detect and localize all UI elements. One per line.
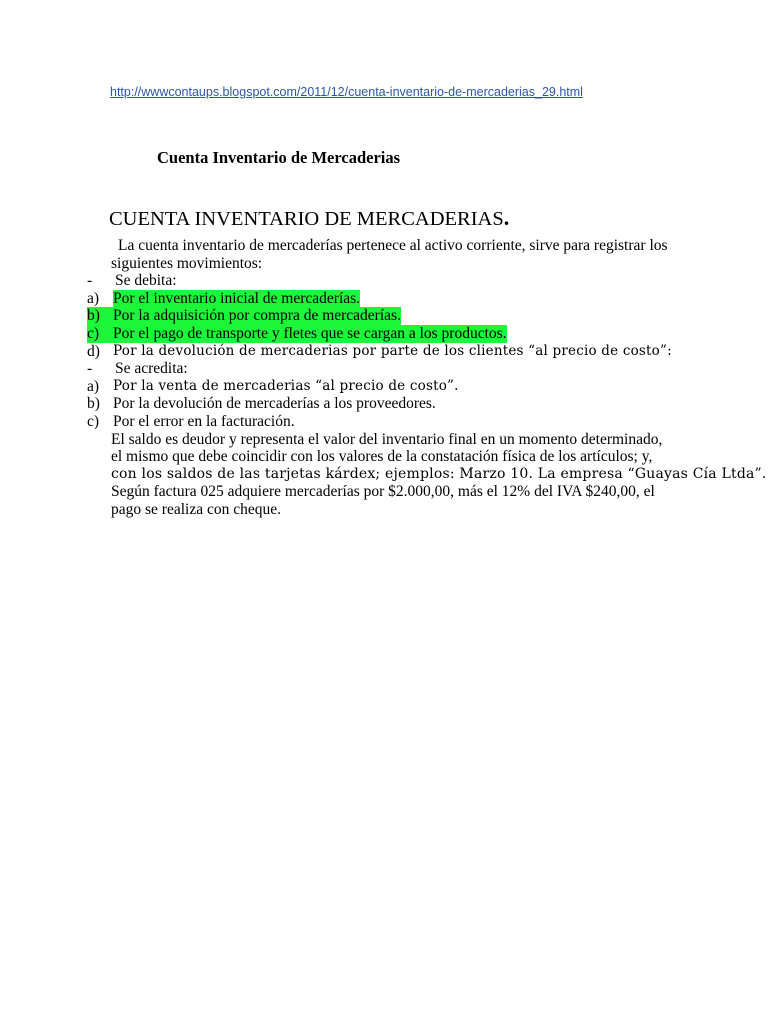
document-title-text: CUENTA INVENTARIO DE MERCADERIAS <box>109 208 504 230</box>
document-body <box>0 237 768 519</box>
credit-item-a <box>0 378 768 396</box>
list-text: Por la devolución de mercaderias por parte de los clientes “al precio de costo”: <box>113 342 672 359</box>
list-marker: c) <box>87 412 100 430</box>
closing-text: Según factura 025 adquiere mercaderías por $2.000,00, más el 12% del IVA $240,00, el <box>111 483 655 501</box>
intro-line <box>0 255 768 273</box>
list-marker: c) <box>87 324 100 342</box>
closing-line <box>0 466 768 484</box>
debit-item-b <box>0 307 768 325</box>
list-dash: - <box>87 360 93 378</box>
closing-line <box>0 483 768 501</box>
debit-item-d <box>0 343 768 361</box>
debit-item-c <box>0 325 768 343</box>
credit-item-c <box>0 413 768 431</box>
closing-text: el mismo que debe coincidir con los valores de la constatación física de los artículos; y, <box>111 448 653 466</box>
highlighted-text: Por el pago de transporte y fletes que se cargan a los productos. <box>113 324 507 342</box>
intro-text-1: La cuenta inventario de mercaderías pertenece al activo corriente, sirve para registrar los <box>118 237 668 254</box>
list-marker: a) <box>87 289 100 307</box>
list-text: Por el error en la facturación. <box>113 412 295 430</box>
highlighted-row <box>87 307 401 325</box>
list-text: Por la devolución de mercaderías a los proveedores. <box>113 395 436 413</box>
source-url-link[interactable]: http://wwwcontaups.blogspot.com/2011/12/cuenta-inventario-de-mercaderias_29.html <box>110 85 583 99</box>
closing-text: pago se realiza con cheque. <box>111 500 281 518</box>
closing-text: El saldo es deudor y representa el valor del inventario final en un momento determinado, <box>111 430 663 448</box>
closing-text: con los saldos de las tarjetas kárdex; ejemplos: Marzo 10. La empresa “Guayas Cía Ltda”. <box>111 465 767 482</box>
list-marker: b) <box>87 307 100 325</box>
list-marker: d) <box>87 342 100 360</box>
debit-item-a <box>0 290 768 308</box>
document-subtitle: Cuenta Inventario de Mercaderias <box>157 148 401 167</box>
debit-heading: Se debita: <box>115 272 177 290</box>
document-title-dot: . <box>503 205 510 230</box>
highlighted-text: Por el inventario inicial de mercaderías. <box>113 289 361 307</box>
list-marker: b) <box>87 395 100 413</box>
closing-line <box>0 448 768 466</box>
closing-line <box>0 431 768 449</box>
credit-heading-line <box>0 360 768 378</box>
document-title <box>109 205 509 231</box>
debit-heading-line <box>0 272 768 290</box>
intro-text-2: siguientes movimientos: <box>111 254 263 272</box>
credit-item-b <box>0 395 768 413</box>
list-marker: a) <box>87 377 100 395</box>
highlighted-row <box>87 325 507 343</box>
closing-line <box>0 501 768 519</box>
list-text: Por la venta de mercaderias “al precio de costo”. <box>113 377 459 394</box>
intro-line <box>0 237 768 255</box>
highlighted-text: Por la adquisición por compra de mercaderías. <box>113 307 401 325</box>
credit-heading: Se acredita: <box>115 360 188 378</box>
list-dash: - <box>87 272 93 290</box>
